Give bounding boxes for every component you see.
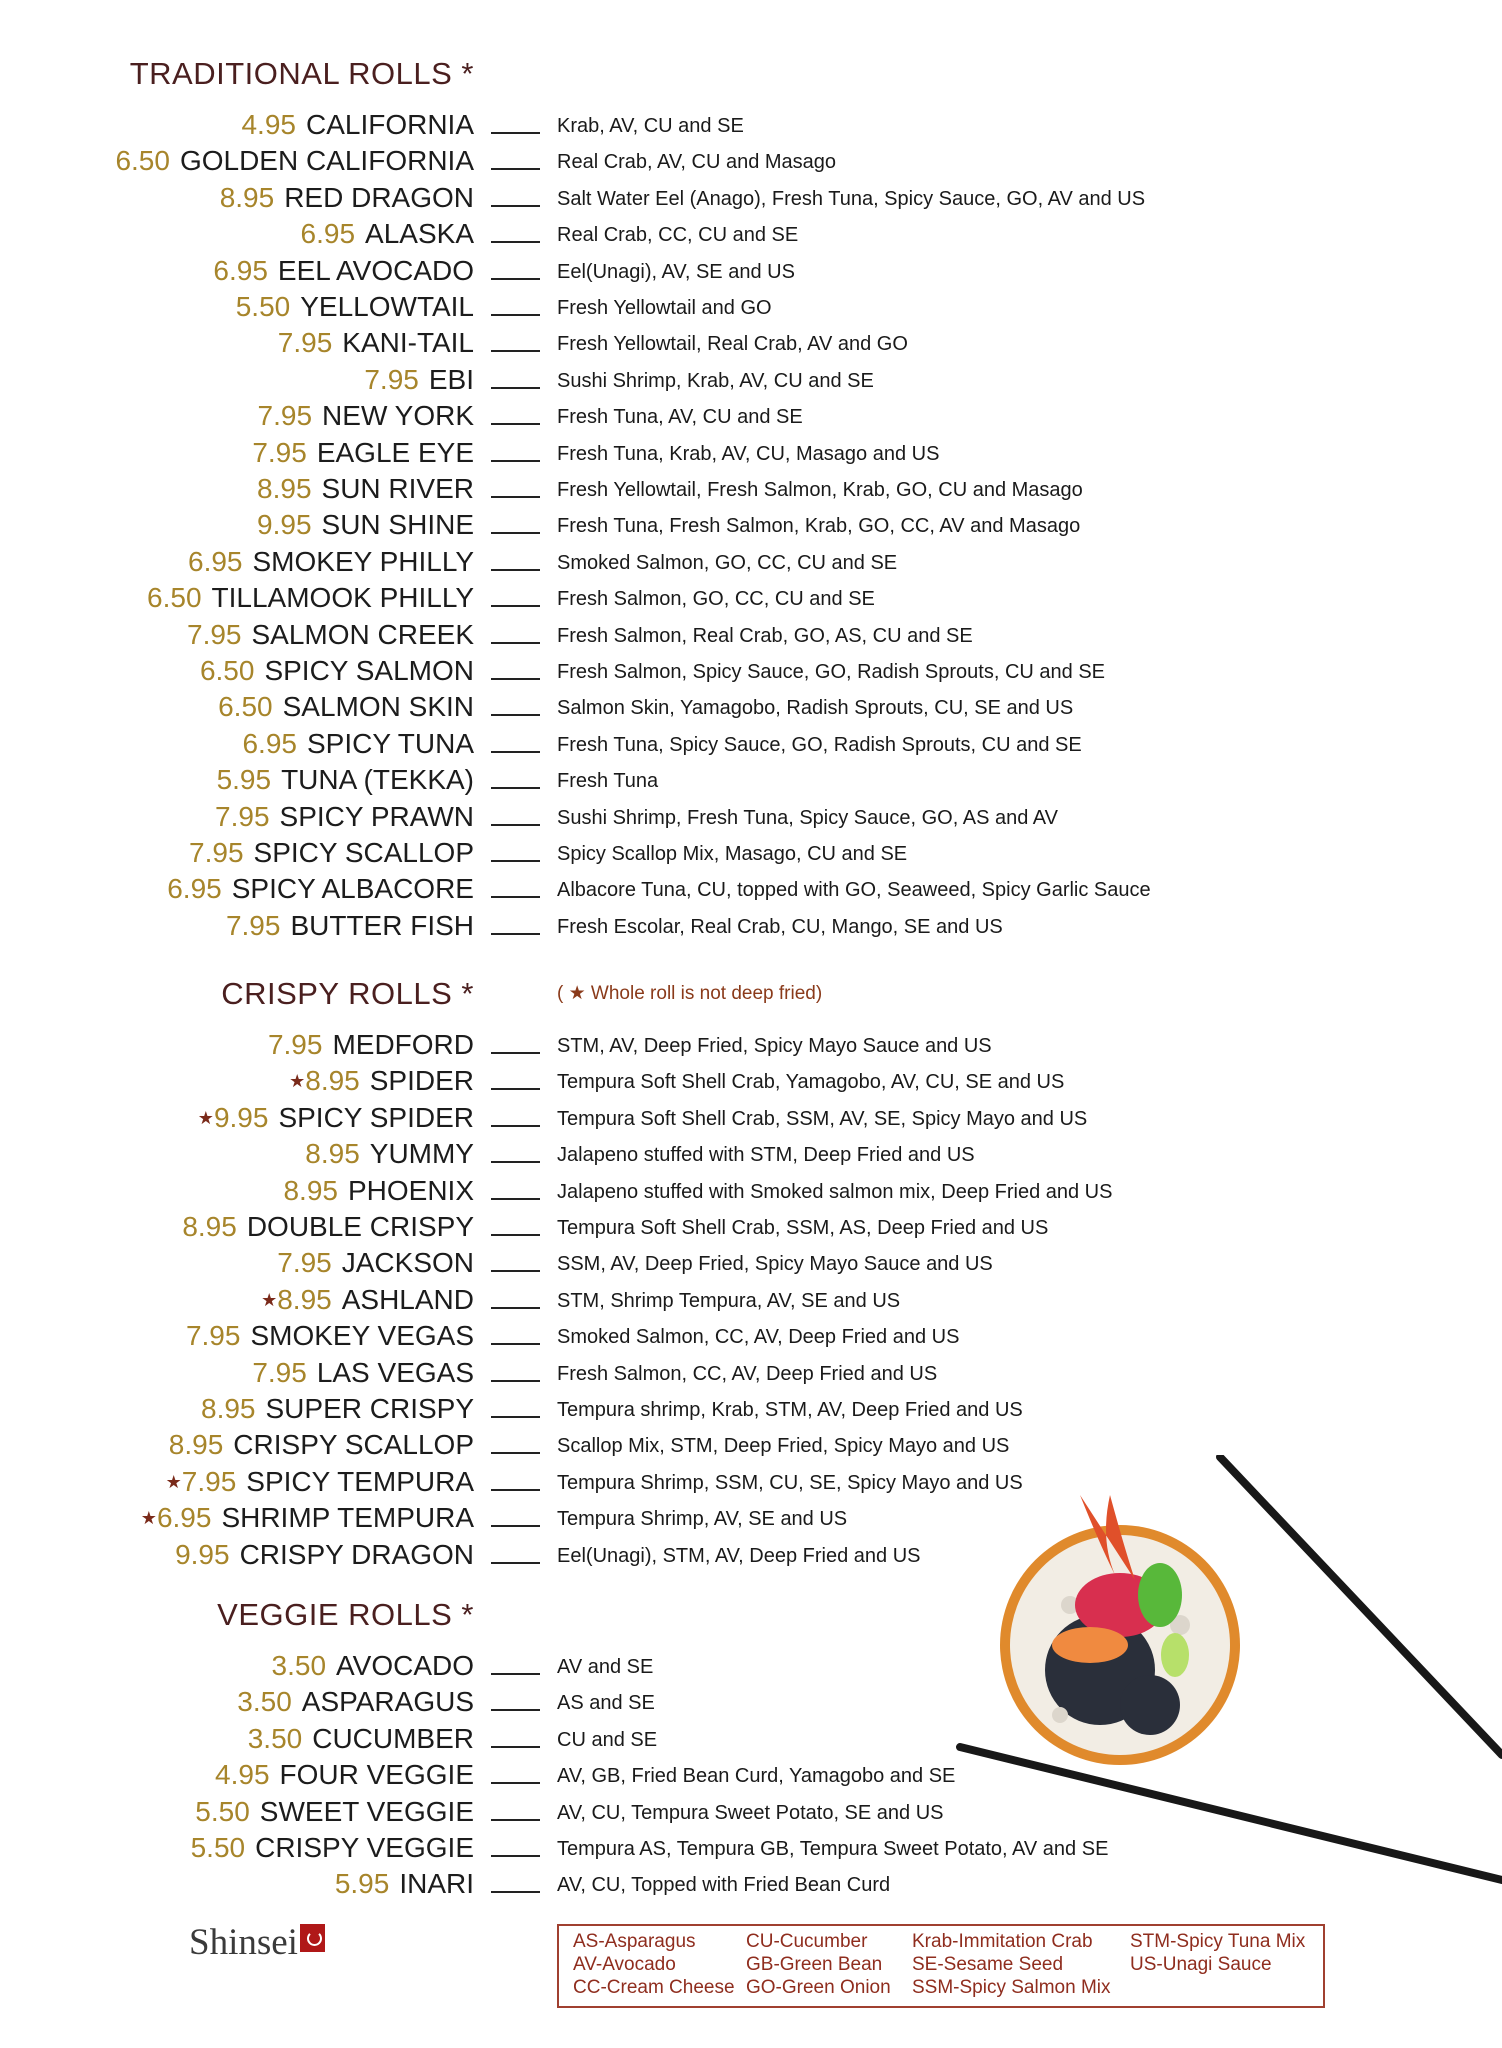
menu-item-name: CALIFORNIA: [305, 109, 474, 140]
menu-item: [0, 1391, 1502, 1427]
menu-item-title: [147, 580, 474, 616]
menu-item-name: FOUR VEGGIE: [279, 1759, 474, 1791]
menu-item-name: GOLDEN CALIFORNIA: [179, 145, 474, 177]
menu-item-price: 6.50: [199, 655, 255, 686]
leader-line: [491, 678, 540, 680]
menu-item-price: 8.95: [182, 1211, 237, 1242]
menu-item-title: [257, 507, 474, 543]
menu-item-name: MEDFORD: [332, 1029, 474, 1060]
legend-entry: AS-Asparagus: [573, 1931, 696, 1952]
leader-line: [491, 1161, 540, 1163]
menu-item-price: 5.95: [334, 1868, 390, 1900]
legend-entry: US-Unagi Sauce: [1130, 1954, 1272, 1975]
menu-item-name: CRISPY DRAGON: [239, 1538, 474, 1570]
legend-column: [746, 1930, 891, 1999]
leader-line: [491, 278, 540, 280]
menu-item-description: Tempura Soft Shell Crab, SSM, AV, SE, Spicy Mayo and US: [557, 1107, 1088, 1130]
leader-line: [491, 1746, 540, 1748]
leader-line: [491, 1380, 540, 1382]
leader-line: [491, 714, 540, 716]
leader-line: [491, 1234, 540, 1236]
menu-item-title: [261, 1282, 474, 1318]
menu-item-title: [115, 143, 474, 179]
abbreviation-legend: [557, 1924, 1325, 2008]
menu-item-title: [182, 1209, 474, 1245]
menu-item-description: Jalapeno stuffed with STM, Deep Fried and US: [557, 1144, 975, 1167]
menu-item-description: Spicy Scallop Mix, Masago, CU and SE: [557, 843, 908, 865]
menu-item-name: YELLOWTAIL: [300, 291, 474, 322]
menu-item-name: JACKSON: [341, 1247, 474, 1279]
menu-item-price: 7.95: [277, 1247, 332, 1279]
leader-line: [491, 1525, 540, 1527]
menu-item-title: [242, 726, 474, 762]
menu-item-title: [289, 1063, 474, 1099]
menu-item-description: Jalapeno stuffed with Smoked salmon mix, Deep Fried and US: [557, 1180, 1113, 1203]
leader-line: [491, 1709, 540, 1711]
menu-item-description: Eel(Unagi), AV, SE and US: [557, 260, 795, 283]
menu-item-description: Smoked Salmon, GO, CC, CU and SE: [557, 551, 898, 574]
menu-item-description: Albacore Tuna, CU, topped with GO, Seaweed, Spicy Garlic Sauce: [557, 879, 1151, 902]
menu-item-description: Tempura shrimp, Krab, STM, AV, Deep Fried and US: [557, 1399, 1023, 1421]
menu-item-price: 7.95: [252, 1356, 307, 1388]
star-icon: ★: [261, 1289, 278, 1310]
leader-line: [491, 1088, 540, 1090]
leader-line: [491, 605, 540, 607]
menu-item-price: 3.50: [247, 1722, 303, 1754]
menu-item-price: 8.95: [257, 473, 312, 504]
menu-item-description: Sushi Shrimp, Krab, AV, CU and SE: [557, 369, 874, 392]
menu-item-description: AV, CU, Tempura Sweet Potato, SE and US: [557, 1801, 944, 1824]
legend-entry: CU-Cucumber: [746, 1931, 868, 1952]
menu-item-name: TUNA (TEKKA): [281, 764, 474, 796]
menu-item-description: Fresh Salmon, GO, CC, CU and SE: [557, 588, 875, 611]
menu-item-price: 5.50: [235, 291, 291, 322]
menu-item-title: [188, 544, 474, 580]
menu-item-price: 7.95: [189, 837, 244, 868]
menu-item-price: 8.95: [283, 1174, 338, 1206]
legend-entry: Krab-Immitation Crab: [912, 1931, 1093, 1952]
menu-item-price: 8.95: [168, 1429, 224, 1461]
menu-item-title: [198, 1100, 474, 1136]
menu-item: [0, 1136, 1502, 1172]
menu-item-name: CRISPY SCALLOP: [233, 1429, 474, 1461]
menu-item-description: Fresh Tuna, Spicy Sauce, GO, Radish Sprouts, CU and SE: [557, 733, 1082, 756]
menu-item-title: [301, 216, 474, 252]
menu-item: [0, 908, 1502, 944]
menu-item: [0, 1173, 1502, 1209]
menu-item-name: SUN SHINE: [321, 509, 474, 541]
legend-column: [912, 1930, 1111, 1999]
leader-line: [491, 350, 540, 352]
menu-item-title: [169, 1427, 474, 1463]
menu-item-title: [200, 653, 474, 689]
leader-line: [491, 751, 540, 753]
menu-item: [0, 1209, 1502, 1245]
menu-item-name: TILLAMOOK PHILLY: [211, 582, 474, 614]
menu-item-title: [218, 689, 474, 725]
menu-item: [0, 435, 1502, 471]
leader-line: [491, 132, 540, 134]
menu-item: [0, 580, 1502, 616]
menu-item-price: 7.95: [185, 1320, 241, 1352]
menu-item: [0, 180, 1502, 216]
menu-item-description: Fresh Escolar, Real Crab, CU, Mango, SE and US: [557, 915, 1003, 938]
menu-item-description: Eel(Unagi), STM, AV, Deep Fried and US: [557, 1544, 921, 1567]
menu-item-name: SHRIMP TEMPURA: [221, 1502, 474, 1534]
menu-item-title: [195, 1794, 474, 1830]
crispy-rolls-title: CRISPY ROLLS *: [221, 976, 474, 1011]
menu-item: [0, 871, 1502, 907]
legend-entry: STM-Spicy Tuna Mix: [1130, 1931, 1306, 1952]
menu-item-description: Fresh Yellowtail and GO: [557, 297, 772, 319]
menu-item-title: [217, 762, 474, 798]
crispy-note: ( ★ Whole roll is not deep fried): [557, 983, 823, 1004]
menu-item-title: [201, 1391, 474, 1427]
menu-item-price: 8.95: [277, 1283, 332, 1315]
menu-item-description: Fresh Salmon, CC, AV, Deep Fried and US: [557, 1362, 938, 1385]
leader-line: [491, 824, 540, 826]
menu-item-price: 5.50: [190, 1832, 246, 1863]
menu-item-name: EBI: [428, 363, 474, 395]
menu-item-title: [272, 1648, 474, 1684]
leader-line: [491, 1855, 540, 1857]
menu-item-name: ASPARAGUS: [301, 1686, 474, 1718]
menu-item: [0, 107, 1502, 143]
legend-entry: CC-Cream Cheese: [573, 1977, 735, 1998]
menu-item-description: Tempura AS, Tempura GB, Tempura Sweet Potato, AV and SE: [557, 1838, 1109, 1860]
menu-item-description: Tempura Shrimp, AV, SE and US: [557, 1508, 848, 1531]
menu-item-name: SWEET VEGGIE: [259, 1795, 474, 1827]
menu-item-title: [167, 871, 474, 907]
menu-item-price: 6.50: [115, 145, 170, 177]
menu-item-name: SMOKEY PHILLY: [252, 545, 474, 577]
menu-item-title: [213, 253, 474, 289]
leader-line: [491, 642, 540, 644]
menu-item-description: Salmon Skin, Yamagobo, Radish Sprouts, CU, SE and US: [557, 697, 1074, 720]
menu-item: [0, 544, 1502, 580]
menu-item-price: 8.95: [201, 1393, 256, 1424]
leader-line: [491, 1562, 540, 1564]
menu-item-price: 6.95: [156, 1502, 212, 1534]
menu-item-name: CRISPY VEGGIE: [255, 1832, 474, 1863]
legend-entry: GO-Green Onion: [746, 1977, 891, 1998]
leader-line: [491, 241, 540, 243]
leader-line: [491, 532, 540, 534]
menu-item-title: [189, 835, 474, 871]
star-icon: ★: [289, 1071, 306, 1092]
sushi-roll-chopsticks-image: [950, 1455, 1502, 1895]
menu-item-title: [141, 1500, 474, 1536]
menu-item-title: [215, 799, 474, 835]
menu-item-description: Salt Water Eel (Anago), Fresh Tuna, Spicy Sauce, GO, AV and US: [557, 187, 1146, 210]
menu-item-price: 6.50: [147, 582, 202, 614]
menu-item: [0, 1282, 1502, 1318]
menu-item-name: SPICY TEMPURA: [246, 1465, 474, 1497]
menu-item-description: CU and SE: [557, 1728, 658, 1751]
leader-line: [491, 1198, 540, 1200]
menu-item-price: 7.95: [187, 618, 242, 650]
star-icon: ★: [165, 1471, 182, 1492]
menu-item-price: 7.95: [181, 1465, 237, 1497]
menu-item-price: 9.95: [257, 509, 312, 541]
menu-item-title: [268, 1027, 474, 1063]
leader-line: [491, 423, 540, 425]
leader-line: [491, 1416, 540, 1418]
leader-line: [491, 787, 540, 789]
menu-item-price: 8.95: [219, 181, 275, 213]
menu-item-price: 7.95: [225, 909, 281, 941]
leader-line: [491, 896, 540, 898]
leader-line: [491, 1673, 540, 1675]
menu-item-name: SPICY SPIDER: [278, 1101, 474, 1133]
menu-item-price: 8.95: [305, 1065, 360, 1097]
menu-item-description: AV, CU, Topped with Fried Bean Curd: [557, 1874, 891, 1897]
menu-item-price: 8.95: [305, 1138, 360, 1170]
menu-item-name: SMOKEY VEGAS: [250, 1320, 474, 1352]
menu-item-name: ALASKA: [365, 218, 474, 250]
menu-item-title: [278, 325, 474, 361]
menu-item-title: [257, 471, 474, 507]
menu-item-description: Fresh Salmon, Real Crab, GO, AS, CU and SE: [557, 624, 973, 647]
menu-item-title: [248, 1721, 474, 1757]
menu-item-description: SSM, AV, Deep Fried, Spicy Mayo Sauce and US: [557, 1253, 993, 1276]
legend-entry: AV-Avocado: [573, 1954, 676, 1975]
sushi-roll: [1000, 1495, 1240, 1765]
menu-item-name: AVOCADO: [336, 1650, 474, 1681]
leader-line: [491, 168, 540, 170]
menu-item-price: 7.95: [252, 436, 307, 468]
legend-entry: SE-Sesame Seed: [912, 1954, 1064, 1975]
leader-line: [491, 1891, 540, 1893]
menu-item-description: Fresh Salmon, Spicy Sauce, GO, Radish Sprouts, CU and SE: [557, 661, 1106, 683]
leader-line: [491, 1270, 540, 1272]
menu-item-price: 9.95: [213, 1101, 269, 1133]
menu-item-title: [277, 1245, 474, 1281]
menu-item-description: AS and SE: [557, 1692, 655, 1715]
leader-line: [491, 387, 540, 389]
menu-item-title: [166, 1464, 474, 1500]
menu-item-description: AV and SE: [557, 1656, 654, 1678]
menu-item-title: [186, 1318, 474, 1354]
menu-item: [0, 289, 1502, 325]
menu-item: [0, 1100, 1502, 1136]
legend-column: [573, 1930, 735, 1999]
leader-line: [491, 1782, 540, 1784]
menu-item-title: [283, 1173, 474, 1209]
menu-item: [0, 1245, 1502, 1281]
menu-item-title: [215, 1757, 474, 1793]
leader-line: [491, 933, 540, 935]
menu-item-name: PHOENIX: [347, 1174, 474, 1206]
menu-item-price: 3.50: [271, 1650, 327, 1681]
menu-item-name: CUCUMBER: [312, 1722, 474, 1754]
menu-item-description: Smoked Salmon, CC, AV, Deep Fried and US: [557, 1326, 960, 1349]
menu-item: [0, 143, 1502, 179]
menu-item-title: [187, 617, 474, 653]
menu-item-description: Fresh Tuna: [557, 770, 659, 793]
menu-item-name: SPIDER: [369, 1065, 474, 1097]
menu-item-description: Fresh Yellowtail, Fresh Salmon, Krab, GO, CU and Masago: [557, 479, 1083, 501]
leader-line: [491, 205, 540, 207]
menu-item-description: Fresh Tuna, Krab, AV, CU, Masago and US: [557, 442, 940, 465]
menu-item-description: Scallop Mix, STM, Deep Fried, Spicy Mayo and US: [557, 1435, 1010, 1458]
leader-line: [491, 1489, 540, 1491]
menu-item-price: 5.50: [195, 1795, 250, 1827]
menu-item-name: ASHLAND: [341, 1283, 474, 1315]
menu-item-name: BUTTER FISH: [290, 909, 474, 941]
menu-item-title: [305, 1136, 474, 1172]
leader-line: [491, 1125, 540, 1127]
menu-item-price: 4.95: [215, 1759, 270, 1791]
veggie-rolls-title: VEGGIE ROLLS *: [217, 1597, 474, 1632]
menu-item-description: Sushi Shrimp, Fresh Tuna, Spicy Sauce, GO, AS and AV: [557, 806, 1058, 829]
menu-item: [0, 253, 1502, 289]
leader-line: [491, 569, 540, 571]
menu-item-title: [252, 1355, 474, 1391]
menu-item: [0, 689, 1502, 725]
menu-item-title: [226, 908, 474, 944]
menu-item-name: EAGLE EYE: [316, 436, 474, 468]
menu-item-description: Real Crab, AV, CU and Masago: [557, 151, 837, 174]
menu-item-price: 7.95: [277, 327, 333, 359]
menu-item-description: Fresh Yellowtail, Real Crab, AV and GO: [557, 333, 908, 356]
menu-item-price: 6.95: [167, 873, 222, 905]
menu-item: [0, 471, 1502, 507]
chopstick-upper: [1220, 1457, 1502, 1755]
menu-item: [0, 762, 1502, 798]
menu-item-name: SALMON SKIN: [282, 691, 474, 723]
menu-item-description: Krab, AV, CU and SE: [557, 115, 744, 137]
leader-line: [491, 460, 540, 462]
legend-entry: GB-Green Bean: [746, 1954, 883, 1975]
leader-line: [491, 1307, 540, 1309]
menu-item-price: 4.95: [241, 109, 296, 140]
menu-item-price: 6.95: [242, 727, 297, 759]
brand-name: Shinsei: [189, 1922, 298, 1963]
menu-item: [0, 398, 1502, 434]
menu-item-title: [258, 398, 474, 434]
menu-item-description: Fresh Tuna, Fresh Salmon, Krab, GO, CC, AV and Masago: [557, 515, 1081, 538]
menu-item-description: Fresh Tuna, AV, CU and SE: [557, 406, 803, 429]
chopstick-lower: [960, 1747, 1502, 1880]
legend-column: [1130, 1930, 1305, 1976]
menu-item-name: YUMMY: [369, 1138, 474, 1170]
menu-item-name: SUPER CRISPY: [265, 1393, 474, 1424]
menu-item-price: 7.95: [267, 1029, 323, 1060]
menu-item-description: Tempura Soft Shell Crab, Yamagobo, AV, CU, SE and US: [557, 1071, 1065, 1094]
menu-item-title: [175, 1537, 474, 1573]
menu-item-name: SPICY SCALLOP: [253, 837, 474, 868]
menu-item: [0, 216, 1502, 252]
menu-item: [0, 1063, 1502, 1099]
menu-item-price: 5.95: [216, 764, 272, 796]
menu-item-description: STM, AV, Deep Fried, Spicy Mayo Sauce and US: [557, 1035, 992, 1057]
menu-item: [0, 1027, 1502, 1063]
traditional-rolls-title: TRADITIONAL ROLLS *: [129, 56, 474, 91]
menu-item: [0, 726, 1502, 762]
menu-item-name: SPICY TUNA: [306, 727, 474, 759]
menu-item-price: 6.95: [188, 545, 243, 577]
menu-item-price: 6.95: [300, 218, 356, 250]
star-icon: ★: [140, 1508, 157, 1529]
menu-item: [0, 507, 1502, 543]
menu-item-title: [252, 435, 474, 471]
menu-item-name: SPICY PRAWN: [279, 800, 474, 832]
menu-item-name: NEW YORK: [322, 400, 474, 432]
menu-item-title: [241, 107, 474, 143]
menu-item-price: 6.50: [218, 691, 273, 723]
menu-item-price: 7.95: [364, 363, 419, 395]
brand-logo: [189, 1921, 325, 1964]
leader-line: [491, 1052, 540, 1054]
menu-item-title: [364, 362, 474, 398]
menu-item-description: Tempura Soft Shell Crab, SSM, AS, Deep Fried and US: [557, 1217, 1049, 1239]
menu-item-name: INARI: [399, 1868, 474, 1900]
brand-mark-icon: [300, 1924, 325, 1952]
menu-item-title: [220, 180, 474, 216]
menu-item-title: [335, 1866, 474, 1902]
menu-item-price: 7.95: [257, 400, 313, 432]
leader-line: [491, 314, 540, 316]
menu-item-title: [236, 289, 474, 325]
menu-item: [0, 653, 1502, 689]
menu-item-description: AV, GB, Fried Bean Curd, Yamagobo and SE: [557, 1765, 956, 1788]
menu-item: [0, 362, 1502, 398]
menu-item-name: DOUBLE CRISPY: [246, 1211, 474, 1242]
leader-line: [491, 1452, 540, 1454]
menu-item-name: LAS VEGAS: [316, 1356, 474, 1388]
menu-item: [0, 617, 1502, 653]
legend-entry: SSM-Spicy Salmon Mix: [912, 1977, 1111, 1998]
menu-item: [0, 835, 1502, 871]
menu-item: [0, 325, 1502, 361]
menu-item-name: SUN RIVER: [321, 473, 474, 504]
menu-item-name: KANI-TAIL: [342, 327, 474, 359]
menu-item-description: Real Crab, CC, CU and SE: [557, 224, 799, 247]
menu-item: [0, 1318, 1502, 1354]
star-icon: ★: [197, 1107, 214, 1128]
menu-item-name: SALMON CREEK: [251, 618, 474, 650]
leader-line: [491, 860, 540, 862]
menu-item-description: STM, Shrimp Tempura, AV, SE and US: [557, 1289, 901, 1312]
menu-item-name: EEL AVOCADO: [277, 254, 474, 286]
menu-item: [0, 1355, 1502, 1391]
menu-item-name: RED DRAGON: [284, 181, 474, 213]
menu-item-name: SPICY ALBACORE: [231, 873, 474, 905]
menu-item-price: 7.95: [215, 800, 270, 832]
menu-item-description: Tempura Shrimp, SSM, CU, SE, Spicy Mayo and US: [557, 1471, 1023, 1494]
leader-line: [491, 1343, 540, 1345]
menu-item-title: [191, 1830, 474, 1866]
leader-line: [491, 1819, 540, 1821]
menu-item-price: 9.95: [175, 1538, 230, 1570]
menu-item-price: 6.95: [213, 254, 268, 286]
menu-item: [0, 799, 1502, 835]
menu-item-title: [237, 1684, 474, 1720]
leader-line: [491, 496, 540, 498]
menu-item-price: 3.50: [237, 1686, 292, 1718]
menu-item-name: SPICY SALMON: [264, 655, 474, 686]
